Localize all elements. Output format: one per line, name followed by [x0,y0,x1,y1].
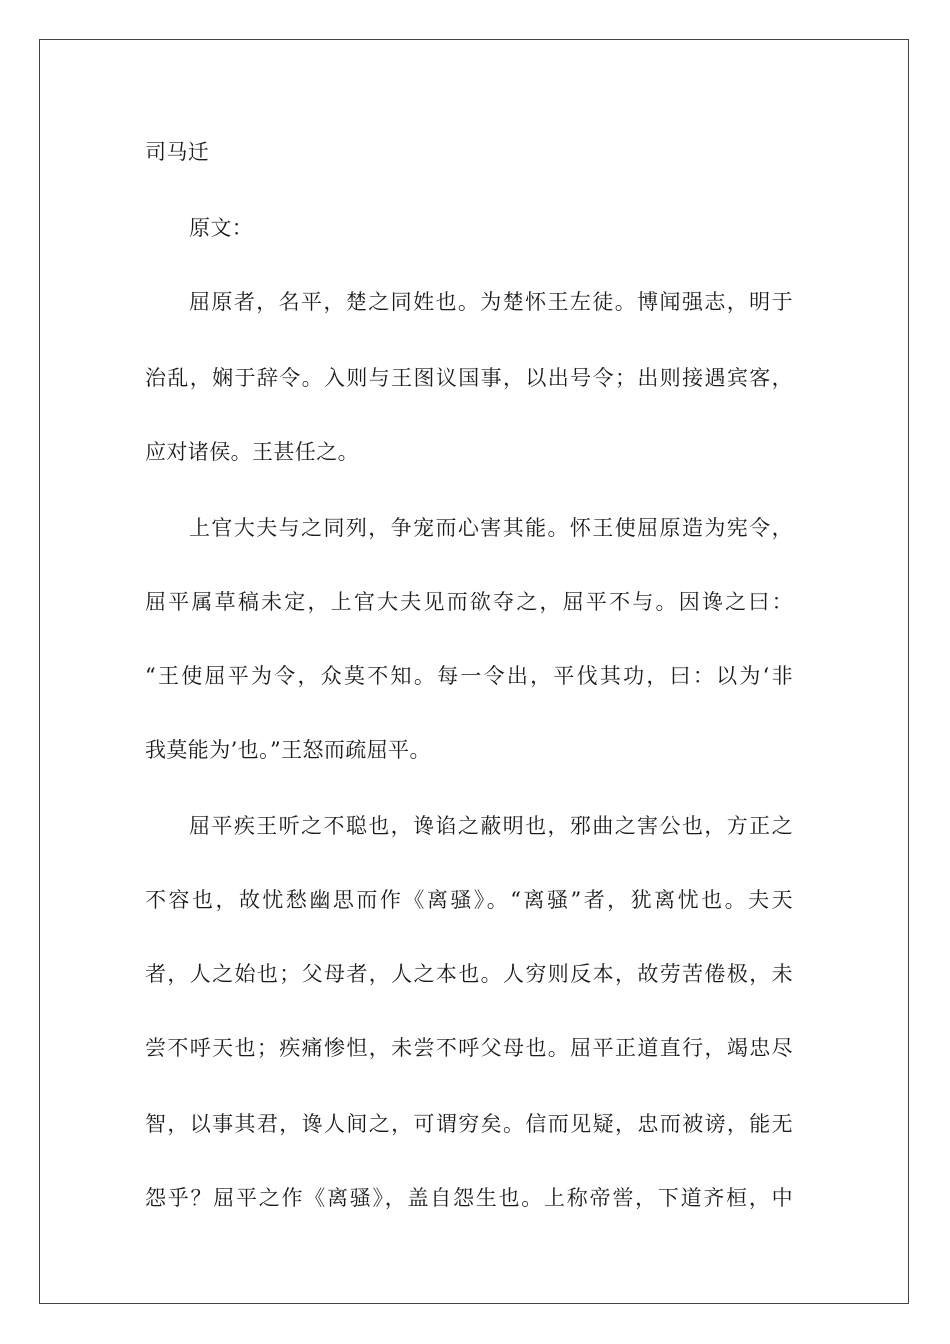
text-line: 屈原者，名平，楚之同姓也。为楚怀王左徒。博闻强志，明于 [189,290,793,314]
text-line: “王使屈平为令，众莫不知。每一令出，平伐其功，曰：以为‘非 [145,664,793,688]
text-line: 者，人之始也；父母者，人之本也。人穷则反本，故劳苦倦极，未 [145,962,793,986]
text-line: 我莫能为’也。”王怒而疏屈平。 [145,738,431,762]
text-line: 智，以事其君，谗人间之，可谓穷矣。信而见疑，忠而被谤，能无 [145,1112,793,1136]
text-line: 尝不呼天也；疾痛惨怛，未尝不呼父母也。屈平正道直行，竭忠尽 [145,1036,793,1060]
text-line: 屈平疾王听之不聪也，谗谄之蔽明也，邪曲之害公也，方正之 [189,814,793,838]
text-line: 应对诸侯。王甚任之。 [145,440,359,464]
author-name: 司马迁 [145,140,210,164]
text-line: 屈平属草稿未定，上官大夫见而欲夺之，屈平不与。因谗之曰： [145,590,793,614]
section-heading: 原文： [189,216,254,240]
text-line: 上官大夫与之同列，争宠而心害其能。怀王使屈原造为宪令， [189,516,793,540]
text-line: 怨乎？屈平之作《离骚》，盖自怨生也。上称帝喾，下道齐桓，中 [145,1186,793,1210]
text-line: 不容也，故忧愁幽思而作《离骚》。“离骚”者，犹离忧也。夫天 [145,888,793,912]
text-line: 治乱，娴于辞令。入则与王图议国事，以出号令；出则接遇宾客， [145,366,793,390]
